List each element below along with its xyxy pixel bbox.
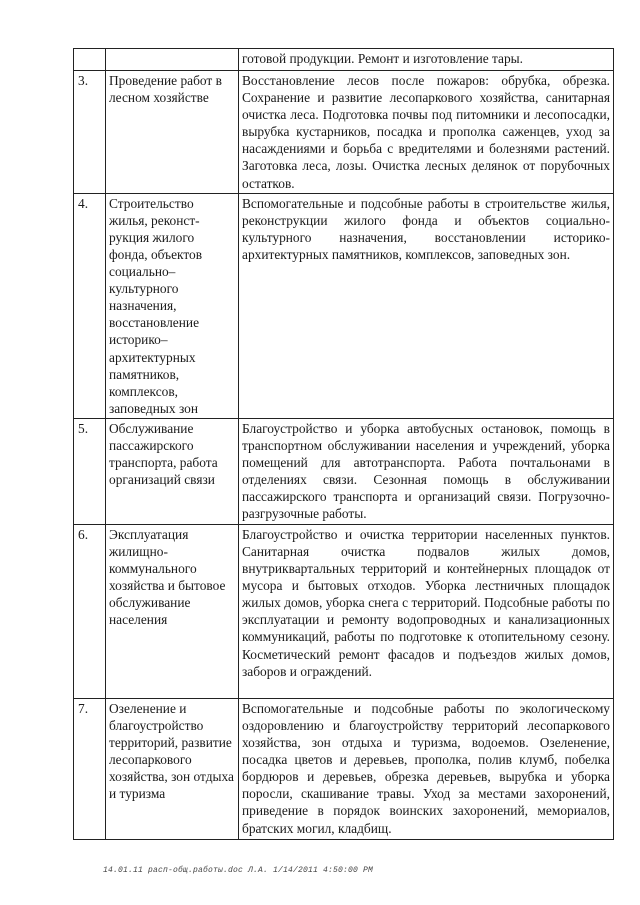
table-row [74, 698, 614, 839]
row-number: 5. [74, 418, 106, 524]
work-description: Благоустройство и очистка территории населенных пунктов. Санитарная очистка подвалов жилых домов, внутриквартальных территорий и контейнерных площадок от мусора и бытовых отходов. Уборка лестничных площадок жилых домов, уборка снега с территорий. Подсобные работы по эксплуатации и ремонту водопроводных и канализационных коммуникаций, работы по подготовке к отопительному сезону. Косметический ремонт фасадов и подъездов жилых домов, заборов и ограждений. [239, 524, 614, 698]
table-row [74, 524, 614, 698]
work-area-name: Эксплуатация жилищно-коммунального хозяйства и бытовое обслуживание населения [106, 524, 239, 698]
work-area-name: Озеленение и благоустройство территорий, развитие лесопаркового хозяйства, зон отдыха и туризма [106, 698, 239, 839]
work-description: Благоустройство и уборка автобусных остановок, помощь в транспортном обслуживании населения и учреждений, уборка помещений для автотранспорта. Работа почтальонами в отделениях связи. Сезонная помощь в обслуживании пассажирского транспорта и организаций связи. Погрузочно-разгрузочные работы. [239, 418, 614, 524]
table-row [74, 71, 614, 194]
document-footer: 14.01.11 расп-общ.работы.doc Л.А. 1/14/2011 4:50:00 PM [103, 866, 374, 875]
row-number [74, 49, 106, 71]
work-area-name: Строительство жилья, реконст-рукция жилого фонда, объектов социально–культурного назначения, восстановление историко–архитектурных памятников, комплексов, заповедных зон [106, 193, 239, 418]
table-row [74, 418, 614, 524]
row-number: 7. [74, 698, 106, 839]
work-description: Восстановление лесов после пожаров: обрубка, обрезка. Сохранение и развитие лесопаркового хозяйства, санитарная очистка леса. Подготовка почвы под питомники и лесопосадки, вырубка кустарников, посадка и прополка саженцев, уход за насаждениями и борьба с вредителями и болезнями растений. Заготовка леса, лозы. Очистка лесных делянок от порубочных остатков. [239, 71, 614, 194]
work-area-name: Обслуживание пассажирского транспорта, работа организаций связи [106, 418, 239, 524]
public-works-table [73, 48, 614, 840]
table-row-continuation [74, 49, 614, 71]
work-description: Вспомогательные и подсобные работы в строительстве жилья, реконструкции жилого фонда и объектов социально-культурного назначения, восстановлении историко-архитектурных памятников, комплексов, заповедных зон. [239, 193, 614, 418]
row-number: 4. [74, 193, 106, 418]
work-area-name: Проведение работ в лесном хозяйстве [106, 71, 239, 194]
work-description: Вспомогательные и подсобные работы по экологическому оздоровлению и благоустройству территорий лесопаркового хозяйства, зон отдыха и туризма, водоемов. Озеленение, посадка цветов и деревьев, прополка, полив клумб, побелка бордюров и деревьев, обрезка деревьев, вырубка и уборка поросли, скашивание травы. Уход за местами захоронений, приведение в порядок воинских захоронений, мемориалов, братских могил, кладбищ. [239, 698, 614, 839]
work-area-name [106, 49, 239, 71]
row-number: 3. [74, 71, 106, 194]
row-number: 6. [74, 524, 106, 698]
table-row [74, 193, 614, 418]
work-description: готовой продукции. Ремонт и изготовление тары. [239, 49, 614, 71]
